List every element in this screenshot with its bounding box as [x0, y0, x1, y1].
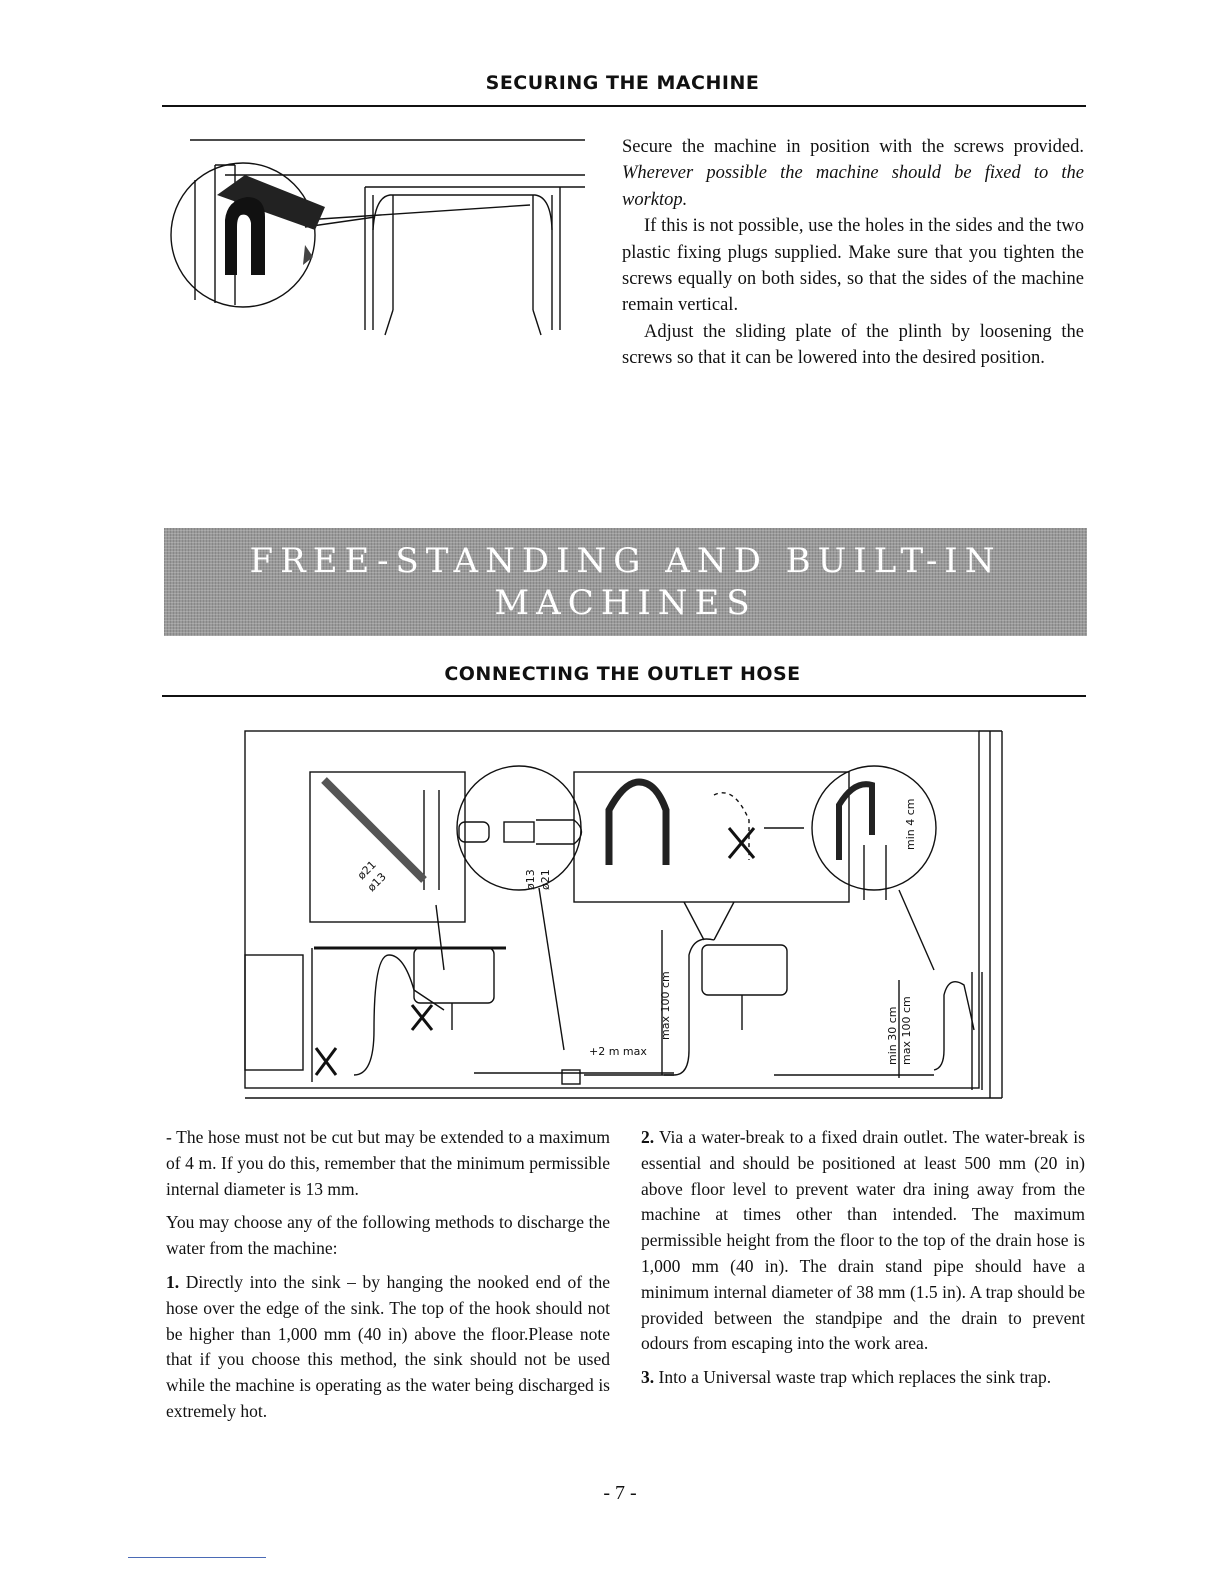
outlet-left-p1: - The hose must not be cut but may be extended to a maximum of 4 m. If you do this, remember that the minimum permissible internal diameter is 13 mm. [166, 1127, 610, 1199]
page-number: - 7 - [603, 1482, 637, 1504]
method-2-text: Via a water-break to a fixed drain outlet. The water-break is essential and should be positioned at least 500 mm (20 in) above floor level to prevent water dra ining away from the machine at times other than intended. The maximum permissible height from the floor to the top of the drain hose is 1,000 mm (40 in). The drain stand pipe should have a minimum internal diameter of 38 mm (1.5 in). A trap should be provided between the standpipe and the drain to prevent odours from escaping into the work area. [641, 1127, 1085, 1354]
outlet-left-column [166, 1125, 610, 1433]
label-d13-b: ø13 [524, 869, 537, 890]
method-2-number: 2. [641, 1127, 655, 1147]
method-1-text: Directly into the sink – by hanging the nooked end of the hose over the edge of the sink. The top of the hook should not be higher than 1,000 mm (40 in) above the floor.Please note that if you choose this method, the sink should not be used while the machine is operating as the water being discharged is extremely hot. [166, 1271, 610, 1421]
securing-text [622, 134, 1084, 372]
outlet-right-p1 [641, 1125, 1085, 1357]
securing-intro-plain: Secure the machine in position with the screws provided. [622, 137, 1084, 157]
securing-para-3: Adjust the sliding plate of the plinth by loosening the screws so that it can be lowered into the desired position. [622, 321, 1084, 369]
outlet-left-p2: You may choose any of the following methods to discharge the water from the machine: [166, 1212, 610, 1259]
banner-line-2: MACHINES [494, 583, 757, 623]
heading-rule-top [162, 105, 1086, 107]
outlet-left-p3 [166, 1270, 610, 1425]
label-plus2: +2 m max [589, 1045, 647, 1058]
section-banner [164, 528, 1087, 636]
label-max100-a: max 100 cm [659, 971, 672, 1040]
securing-intro-italic: Wherever possible the machine should be fixed to the worktop. [622, 163, 1084, 210]
securing-illustration [165, 135, 595, 340]
label-min4: min 4 cm [904, 798, 917, 850]
label-d21-a: ø21 [354, 858, 379, 883]
method-1-number: 1. [166, 1271, 180, 1292]
banner-line-1: FREE-STANDING AND BUILT-IN [249, 541, 1002, 581]
outlet-right-column [641, 1125, 1085, 1399]
outlet-right-p2 [641, 1365, 1085, 1391]
method-3-number: 3. [641, 1367, 655, 1388]
securing-para-2: If this is not possible, use the holes in the sides and the two plastic fixing plugs supplied. Make sure that you tighten the screws equally on both sides, so that the sides of the machine remain vertical. [622, 216, 1084, 316]
outlet-hose-diagram [244, 730, 1006, 1100]
label-max100-b: max 100 cm [900, 996, 913, 1065]
label-d21-b: ø21 [539, 869, 552, 890]
footer-line [128, 1557, 266, 1558]
method-3-text: Into a Universal waste trap which replaces the sink trap. [654, 1367, 1052, 1388]
heading-rule-bottom [162, 695, 1086, 697]
outlet-hose-heading: CONNECTING THE OUTLET HOSE [444, 663, 801, 685]
securing-heading: SECURING THE MACHINE [485, 72, 760, 94]
label-d13-a: ø13 [364, 870, 389, 895]
label-min30: min 30 cm [886, 1006, 899, 1065]
